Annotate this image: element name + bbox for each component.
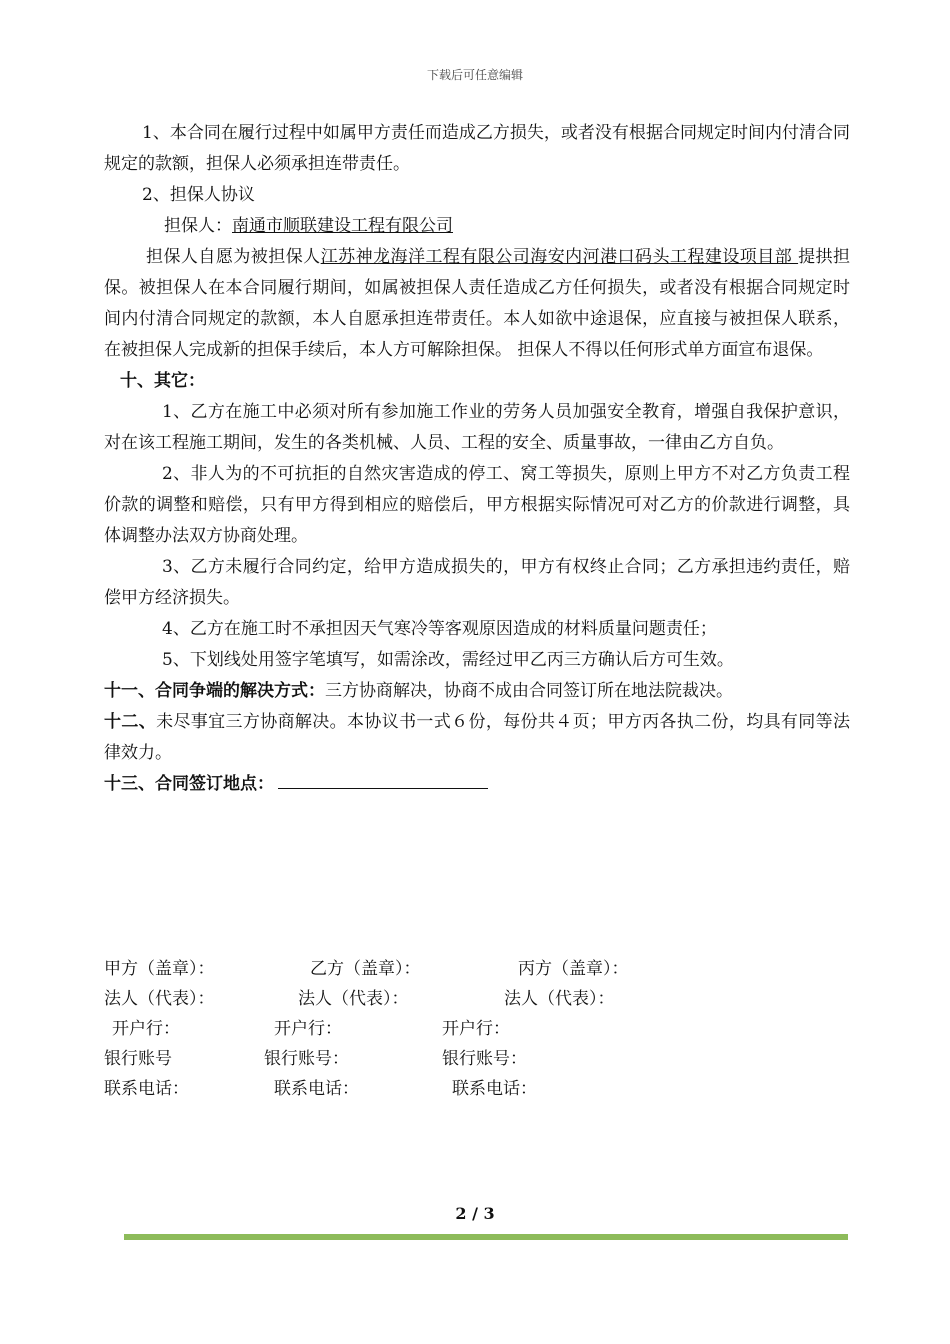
signing-location-blank[interactable] [278,770,488,789]
paragraph-guarantee-statement [104,242,850,366]
party-b-seal-label: 乙方（盖章）： [310,959,421,979]
document-body [104,118,850,800]
party-a-bank-label: 开户行： [112,1019,180,1039]
section-10-item-1: 1、乙方在施工中必须对所有参加施工作业的劳务人员加强安全教育，增强自我保护意识，对在该工程施工期间，发生的各类机械、人员、工程的安全、质量事故，一律由乙方自负。 [104,402,850,453]
party-b-phone-label: 联系电话： [274,1079,359,1099]
party-c-seal-label: 丙方（盖章）： [518,959,629,979]
guarantee-prefix: 担保人自愿为被担保人 [146,247,321,267]
guarantor-label: 担保人： [164,216,232,236]
guaranteed-party-name: 江苏神龙海洋工程有限公司海安内河港口码头工程建设项目部 [320,247,799,267]
header-note: 下载后可任意编辑 [426,68,523,82]
section-10-item-2: 2、非人为的不可抗拒的自然灾害造成的停工、窝工等损失，原则上甲方不对乙方负责工程价款的调整和赔偿，只有甲方得到相应的赔偿后，甲方根据实际情况可对乙方的价款进行调整，具体调整办法双方协商处理。 [104,464,850,546]
signature-row-phone [104,1074,824,1104]
party-b-legal-rep-label: 法人（代表）： [298,989,409,1009]
party-c-bank-label: 开户行： [442,1019,510,1039]
section-13-title: 十三、合同签订地点： [104,774,274,794]
section-11-title: 十一、合同争端的解决方式： [104,681,325,701]
section-10-item-3: 3、乙方未履行合同约定，给甲方造成损失的，甲方有权终止合同；乙方承担违约责任，赔偿甲方经济损失。 [104,557,850,608]
guarantor-name: 南通市顺联建设工程有限公司 [232,216,453,236]
party-a-phone-label: 联系电话： [104,1079,189,1099]
paragraph-guarantor-agreement-heading: 2、担保人协议 [142,185,255,205]
party-c-account-label: 银行账号： [442,1049,527,1069]
section-12-text: 未尽事宜三方协商解决。本协议书一式６份，每份共４页；甲方丙各执二份，均具有同等法律效力。 [104,712,851,763]
party-a-legal-rep-label: 法人（代表）： [104,989,215,1009]
section-13 [104,769,850,800]
party-b-bank-label: 开户行： [274,1019,342,1039]
signature-block [104,954,824,1104]
section-11 [104,676,850,707]
section-11-text: 三方协商解决，协商不成由合同签订所在地法院裁决。 [325,681,733,701]
signature-row-seal [104,954,824,984]
party-a-account-label: 银行账号 [104,1049,172,1069]
signature-row-account [104,1044,824,1074]
section-12-title: 十二、 [104,712,157,732]
section-10-item-5: 5、下划线处用签字笔填写，如需涂改，需经过甲乙丙三方确认后方可生效。 [162,650,734,670]
section-10-title: 十、其它： [120,371,205,391]
party-c-phone-label: 联系电话： [452,1079,537,1099]
guarantor-line [104,211,850,242]
footer-divider [124,1234,848,1240]
guarantee-rest: 提拱担保。被担保人在本合同履行期间，如属被担保人责任造成乙方任何损失，或者没有根据合同规定时间内付清合同规定的款额，本人自愿承担连带责任。本人如欲中途退保，应直接与被担保人联系，在被担保人完成新的担保手续后，本人方可解除担保。 担保人不得以任何形式单方面宣布退保。 [104,247,851,360]
page-number: 2 / 3 [455,1204,495,1223]
paragraph-liability: 1、本合同在履行过程中如属甲方责任而造成乙方损失，或者没有根据合同规定时间内付清合同规定的款额，担保人必须承担连带责任。 [104,123,850,174]
section-12 [104,707,850,769]
signature-row-bank [104,1014,824,1044]
party-a-seal-label: 甲方（盖章）： [104,959,215,979]
signature-row-legal-rep [104,984,824,1014]
party-b-account-label: 银行账号： [264,1049,349,1069]
party-c-legal-rep-label: 法人（代表）： [504,989,615,1009]
section-10-item-4: 4、乙方在施工时不承担因天气寒冷等客观原因造成的材料质量问题责任； [162,619,717,639]
